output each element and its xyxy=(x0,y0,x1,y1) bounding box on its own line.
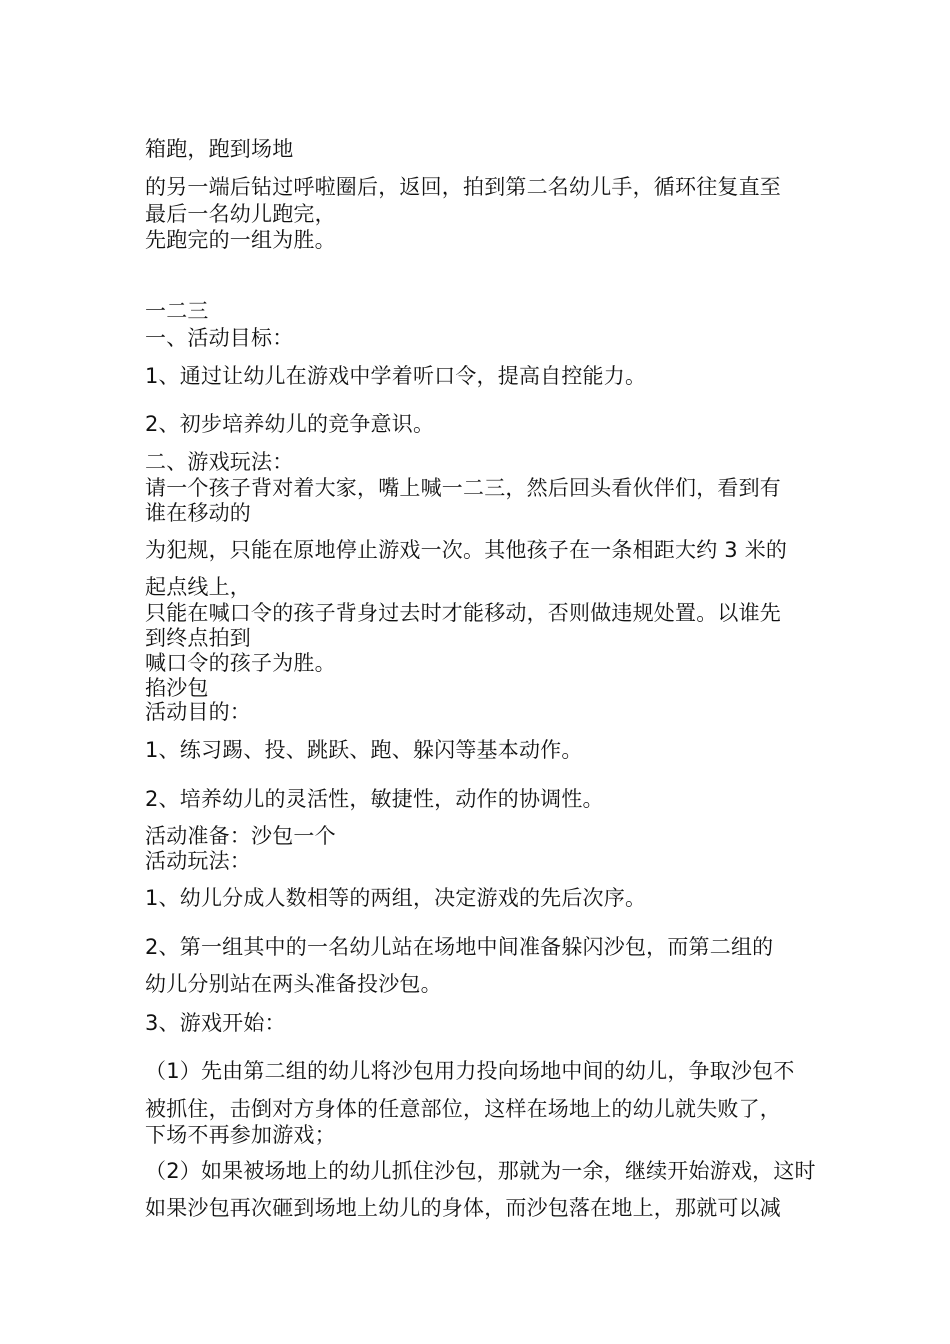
text-line: （2）如果被场地上的幼儿抓住沙包，那就为一余，继续开始游戏，这时 xyxy=(145,1159,816,1183)
text-line: 活动准备：沙包一个 xyxy=(145,824,336,848)
text-line: 2、培养幼儿的灵活性，敏捷性，动作的协调性。 xyxy=(145,787,604,811)
text-line: 二、游戏玩法： xyxy=(145,450,294,474)
text-line: 为犯规，只能在原地停止游戏一次。其他孩子在一条相距大约 3 米的 xyxy=(145,538,788,562)
section-heading: 掐沙包 xyxy=(145,676,209,700)
text-line: 1、幼儿分成人数相等的两组，决定游戏的先后次序。 xyxy=(145,886,647,910)
text-line: 幼儿分别站在两头准备投沙包。 xyxy=(145,972,442,996)
text-line: 最后一名幼儿跑完， xyxy=(145,202,336,226)
text-line: 下场不再参加游戏； xyxy=(145,1123,336,1147)
text-line: 先跑完的一组为胜。 xyxy=(145,228,336,252)
text-line: 请一个孩子背对着大家，嘴上喊一二三，然后回头看伙伴们，看到有 xyxy=(145,476,781,500)
text-line: 喊口令的孩子为胜。 xyxy=(145,651,336,675)
text-line: 2、第一组其中的一名幼儿站在场地中间准备躲闪沙包，而第二组的 xyxy=(145,935,774,959)
text-line: 活动目的： xyxy=(145,700,251,724)
section-heading: 一二三 xyxy=(145,299,209,323)
text-line: 一、活动目标： xyxy=(145,326,294,350)
text-line: 起点线上， xyxy=(145,575,251,599)
text-line: 3、游戏开始： xyxy=(145,1011,286,1035)
text-line: 1、通过让幼儿在游戏中学着听口令，提高自控能力。 xyxy=(145,364,647,388)
text-line: （1）先由第二组的幼儿将沙包用力投向场地中间的幼儿，争取沙包不 xyxy=(145,1059,795,1083)
text-line: 被抓住，击倒对方身体的任意部位，这样在场地上的幼儿就失败了， xyxy=(145,1097,781,1121)
text-line: 箱跑，跑到场地 xyxy=(145,137,294,161)
text-line: 2、初步培养幼儿的竞争意识。 xyxy=(145,412,435,436)
text-line: 只能在喊口令的孩子背身过去时才能移动，否则做违规处置。以谁先 xyxy=(145,601,781,625)
text-line: 谁在移动的 xyxy=(145,501,251,525)
text-line: 活动玩法： xyxy=(145,849,251,873)
text-line: 到终点拍到 xyxy=(145,626,251,650)
text-line: 1、练习踢、投、跳跃、跑、躲闪等基本动作。 xyxy=(145,738,583,762)
text-line: 如果沙包再次砸到场地上幼儿的身体，而沙包落在地上，那就可以减 xyxy=(145,1196,781,1220)
text-line: 的另一端后钻过呼啦圈后，返回，拍到第二名幼儿手，循环往复直至 xyxy=(145,175,781,199)
